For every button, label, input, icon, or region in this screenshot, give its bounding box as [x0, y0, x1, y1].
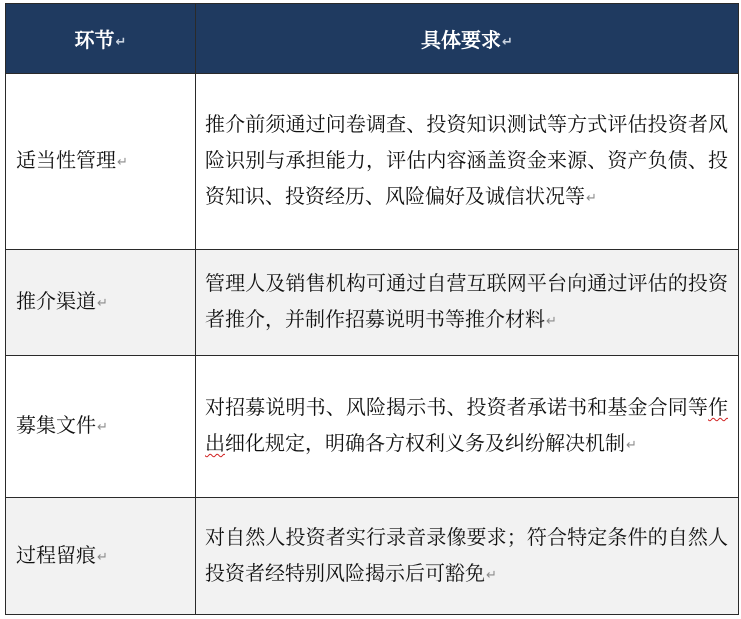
requirement-text-part: 细化规定，明确各方权利义务及纠纷解决机制 — [225, 431, 625, 455]
stage-label: 募集文件 — [16, 413, 96, 437]
stage-label: 过程留痕 — [16, 542, 96, 567]
header-stage-label: 环节 — [74, 28, 115, 52]
header-row — [6, 4, 739, 74]
requirement-cell[interactable] — [196, 356, 739, 498]
header-requirement-label: 具体要求 — [421, 28, 502, 52]
table-row — [6, 498, 739, 615]
paragraph-mark-icon: ↵ — [586, 191, 597, 206]
stage-cell[interactable] — [6, 356, 196, 498]
paragraph-mark-icon: ↵ — [486, 567, 497, 583]
requirements-table — [5, 3, 739, 615]
requirement-text: 对自然人投资者实行录音录像要求；符合特定条件的自然人投资者经特别风险揭示后可豁免 — [205, 524, 728, 585]
stage-label: 适当性管理 — [16, 148, 116, 172]
table-row — [6, 74, 739, 250]
requirement-cell[interactable] — [196, 498, 739, 615]
requirements-table-container — [5, 3, 738, 615]
table-header — [6, 4, 739, 74]
paragraph-mark-icon: ↵ — [546, 314, 557, 329]
stage-label: 推介渠道 — [16, 289, 96, 313]
requirement-text: 管理人及销售机构可通过自营互联网平台向通过评估的投资者推介，并制作招募说明书等推介材料 — [205, 271, 728, 331]
paragraph-mark-icon: ↵ — [626, 438, 637, 453]
requirement-cell[interactable] — [196, 250, 739, 356]
requirement-cell[interactable] — [196, 74, 739, 250]
paragraph-mark-icon: ↵ — [117, 155, 128, 170]
header-cell-requirement[interactable] — [196, 4, 739, 74]
spellcheck-flagged-text[interactable]: 作出 — [205, 395, 728, 455]
stage-cell[interactable] — [6, 74, 196, 250]
stage-cell[interactable] — [6, 250, 196, 356]
paragraph-mark-icon: ↵ — [502, 35, 513, 50]
requirement-text: 推介前须通过问卷调查、投资知识测试等方式评估投资者风险识别与承担能力，评估内容涵盖资金来源、资产负债、投资知识、投资经历、风险偏好及诚信状况等 — [205, 112, 728, 208]
paragraph-mark-icon: ↵ — [97, 296, 108, 311]
table-row — [6, 356, 739, 498]
paragraph-mark-icon: ↵ — [97, 420, 108, 435]
header-cell-stage[interactable] — [6, 4, 196, 74]
paragraph-mark-icon: ↵ — [115, 35, 127, 50]
table-body — [6, 74, 739, 615]
paragraph-mark-icon: ↵ — [97, 549, 108, 565]
requirement-text-part: 对招募说明书、风险揭示书、投资者承诺书和基金合同等 — [205, 395, 708, 419]
table-row — [6, 250, 739, 356]
stage-cell[interactable] — [6, 498, 196, 615]
